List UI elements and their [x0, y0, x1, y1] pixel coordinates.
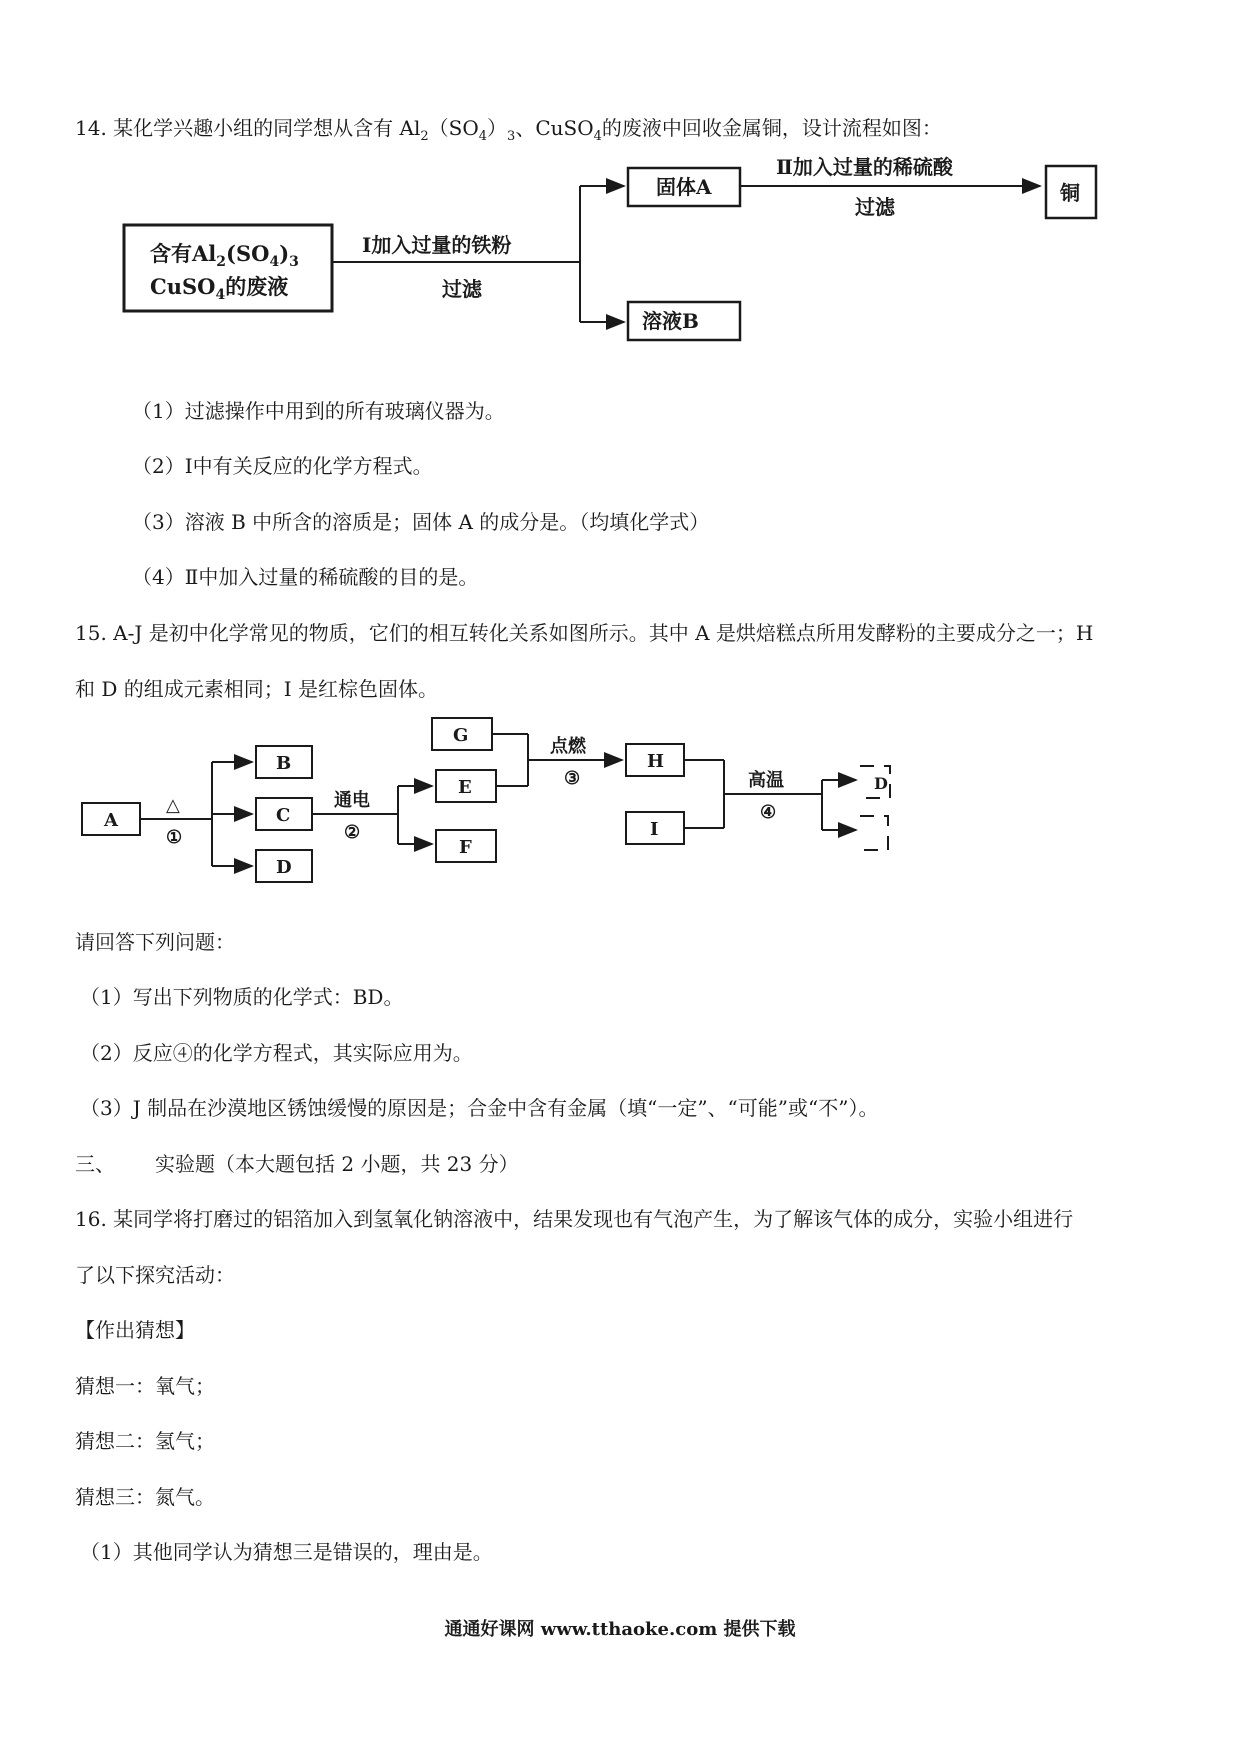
svg-text:C: C: [276, 805, 291, 826]
r4-number: ④: [760, 802, 777, 823]
node-j-output: [860, 816, 888, 850]
q16-guess3: 猜想三：氮气。: [75, 1485, 215, 1509]
q14-sub1: （1）过滤操作中用到的所有玻璃仪器为。: [132, 399, 505, 423]
r3-number: ③: [564, 768, 581, 789]
svg-text:B: B: [276, 753, 292, 774]
r1-number: ①: [166, 827, 183, 848]
r1-condition: △: [166, 795, 180, 816]
svg-text:G: G: [453, 725, 469, 746]
q16-hypothesis-header: 【作出猜想】: [75, 1318, 195, 1342]
q14-sub4: （4）Ⅱ中加入过量的稀硫酸的目的是。: [132, 565, 479, 589]
svg-text:I: I: [650, 819, 659, 840]
q16-stem-line1: 16. 某同学将打磨过的铝箔加入到氢氧化钠溶液中，结果发现也有气泡产生，为了解该气体的成分，实验小组进行: [75, 1207, 1074, 1231]
q14-sub2: （2）Ⅰ中有关反应的化学方程式。: [132, 454, 433, 478]
q15-sub1: （1）写出下列物质的化学式：BD。: [80, 985, 404, 1009]
q16-guess1: 猜想一：氧气；: [75, 1374, 215, 1398]
copper-label: 铜: [1060, 181, 1080, 205]
solution-b-label: 溶液B: [642, 309, 699, 333]
q14-stem: 14. 某化学兴趣小组的同学想从含有 $Al_2(SO_4)_3$、CuSO$_4$的废液中回收金属铜，设计流程如图：: [75, 116, 942, 144]
svg-text:D: D: [276, 857, 292, 878]
r2-number: ②: [344, 822, 361, 843]
step1-label: Ⅰ加入过量的铁粉: [362, 233, 512, 257]
svg-text:E: E: [458, 777, 472, 798]
q15-sub3: （3）J 制品在沙漠地区锈蚀缓慢的原因是；合金中含有金属（填“一定”、“可能”或“不”）。: [80, 1096, 879, 1120]
q16-sub1: （1）其他同学认为猜想三是错误的，理由是。: [80, 1540, 493, 1564]
svg-text:D: D: [874, 774, 888, 793]
r4-condition: 高温: [748, 770, 784, 791]
q15-stem-line1: 15. A-J 是初中化学常见的物质，它们的相互转化关系如图所示。其中 A 是烘焙糕点所用发酵粉的主要成分之一；H: [75, 621, 1094, 645]
waste-liquid-line1: 含有$Al_2(SO_4)_3$: [150, 241, 299, 270]
page-footer: 通通好课网 www.tthaoke.com 提供下载: [444, 1619, 796, 1640]
q15-prompt: 请回答下列问题：: [75, 930, 235, 954]
section3-number: 三、: [75, 1152, 115, 1176]
r2-condition: 通电: [334, 790, 370, 811]
step2-label: Ⅱ加入过量的稀硫酸: [776, 155, 953, 179]
q15-sub2: （2）反应④的化学方程式，其实际应用为。: [80, 1041, 473, 1065]
svg-text:F: F: [459, 837, 472, 858]
q14-sub3: （3）溶液 B 中所含的溶质是；固体 A 的成分是。（均填化学式）: [132, 510, 710, 534]
step1-filter: 过滤: [442, 277, 482, 301]
section3-heading: [75, 1150, 519, 1178]
waste-liquid-line2: CuSO$_4$的废液: [150, 274, 289, 303]
svg-text:H: H: [647, 751, 665, 772]
svg-text:A: A: [104, 810, 118, 831]
section3-title: 实验题（本大题包括 2 小题，共 23 分）: [155, 1152, 519, 1176]
solid-a-label: 固体A: [656, 175, 712, 199]
r3-condition: 点燃: [550, 736, 586, 757]
q16-stem-line2: 了以下探究活动：: [75, 1263, 235, 1287]
q15-stem-line2: 和 D 的组成元素相同；I 是红棕色固体。: [75, 677, 439, 701]
step2-filter: 过滤: [855, 195, 895, 219]
q16-guess2: 猜想二：氢气；: [75, 1429, 215, 1453]
